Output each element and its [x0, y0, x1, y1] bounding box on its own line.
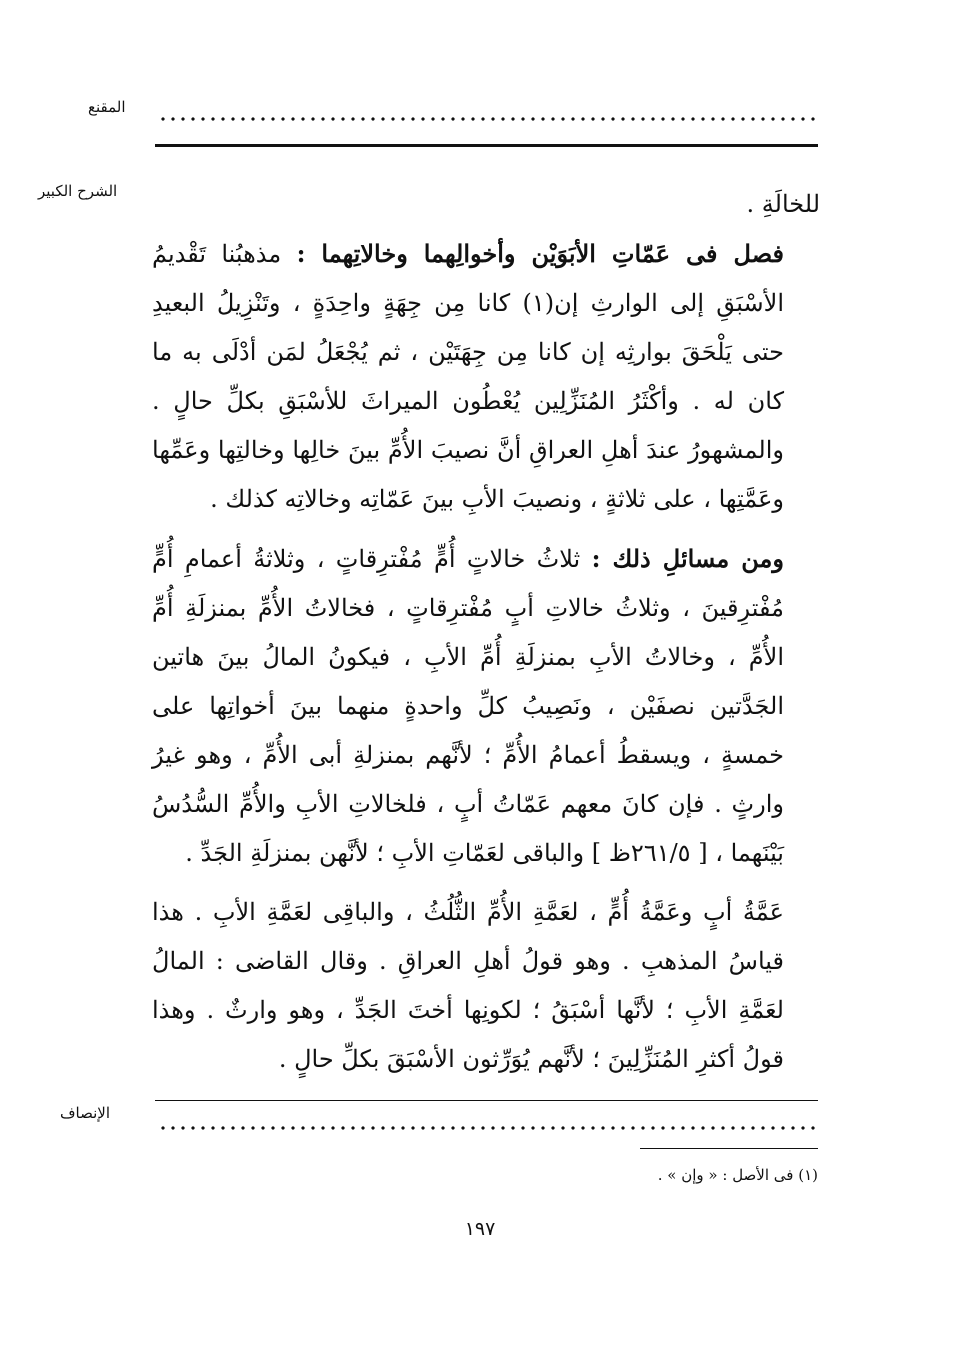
section-rule [155, 1100, 818, 1101]
page-number: ١٩٧ [464, 1218, 496, 1240]
dotted-separator-top [158, 117, 816, 121]
paragraph-1-text: للخالَةِ . [746, 190, 820, 218]
paragraph-4 [152, 888, 820, 1084]
margin-label-sharh: الشرح الكبير [38, 182, 118, 200]
paragraph-4-text: عَمَّةُ أبٍ وعَمَّةُ أُمٍّ ، لعَمَّةِ الأُمِّ الثُّلُثُ ، والباقِى لعَمَّةِ الأبِ . هذا قياسُ المذهبِ . وهو قولُ أهلِ العراقِ . وقال القاضى : المالُ لعَمَّةِ الأبِ ؛ لأنَّها أسْبَقُ ؛ لكونِها أختَ الجَدِّ ، وهو وارثٌ . وهذا قولُ أكثرِ المُنَزِّلِينَ ؛ لأنَّهم يُوَرِّثون الأسْبَقَ بكلِّ حالٍ . [152, 898, 784, 1073]
footnote: (١) فى الأصل : « وإن » . [657, 1166, 818, 1184]
dotted-separator-bottom [158, 1126, 816, 1130]
paragraph-1 [152, 180, 820, 229]
footnote-rule [640, 1148, 818, 1149]
header-rule [155, 144, 818, 147]
section-heading: فصل فى عَمّاتِ الأبَوَيْن وأخوالِهما وخالاتِهما : [296, 239, 784, 268]
paragraph-3 [152, 534, 820, 878]
margin-label-muqni: المقنع [88, 98, 126, 116]
main-text [152, 180, 820, 1084]
paragraph-3-text: ثلاثُ خالاتٍ أُمٍّ مُفْترِقاتٍ ، وثلاثةُ أعمامِ أُمٍّ مُفْترِقينَ ، وثلاثُ خالاتِ أبٍ مُفْترِقاتٍ ، فخالاتُ الأُمِّ بمنزلَةِ أُمِّ الأُمِّ ، وخالاتُ الأبِ بمنزلَةِ أُمِّ الأبِ ، فيكونُ المالُ بينَ هاتين الجَدَّتين نصفَيْن ، ونَصِيبُ كلِّ واحدةٍ منهما بينَ أخواتِها على خمسةٍ ، ويسقطُ أعمامُ الأُمِّ ؛ لأنَّهم بمنزلةِ أبى الأُمِّ ، وهو غيرُ وارثٍ . فإن كانَ معهم عَمّاتُ أبٍ ، فلخالاتِ الأبِ والأُمِّ السُّدُسُ بَيْنَهما ، [ ٢٦١/٥ظ ] والباقى لعَمّاتِ الأبِ ؛ لأنَّهن بمنزلَةِ الجَدِّ . [152, 545, 785, 867]
margin-label-insaf: الإنصاف [60, 1104, 111, 1122]
subsection-heading: ومن مسائلِ ذلك : [591, 544, 784, 573]
paragraph-2 [152, 229, 820, 524]
paragraph-2-text: مذهبُنا تَقْديمُ الأسْبَقِ إلى الوارثِ إن(١) كانا مِن جِهَةٍ واحِدَةٍ ، وتَنْزِيلُ البعيدِ حتى يَلْحَقَ بوارثِه إن كانا مِن جِهَتَيْن ، ثم يُجْعَلُ لمَن أدْلَى به ما كان له . وأكْثَرُ المُنَزِّلِين يُعْطُون الميراثَ للأسْبَقِ بكلِّ حالٍ . والمشهورُ عندَ أهلِ العراقِ أنَّ نصيبَ الأُمِّ بينَ خالِها وخالتِها وعَمِّها وعَمَّتِها ، على ثلاثةٍ ، ونصيبَ الأبِ بينَ عَمّاتِه وخالاتِه كذلك . [152, 240, 784, 513]
